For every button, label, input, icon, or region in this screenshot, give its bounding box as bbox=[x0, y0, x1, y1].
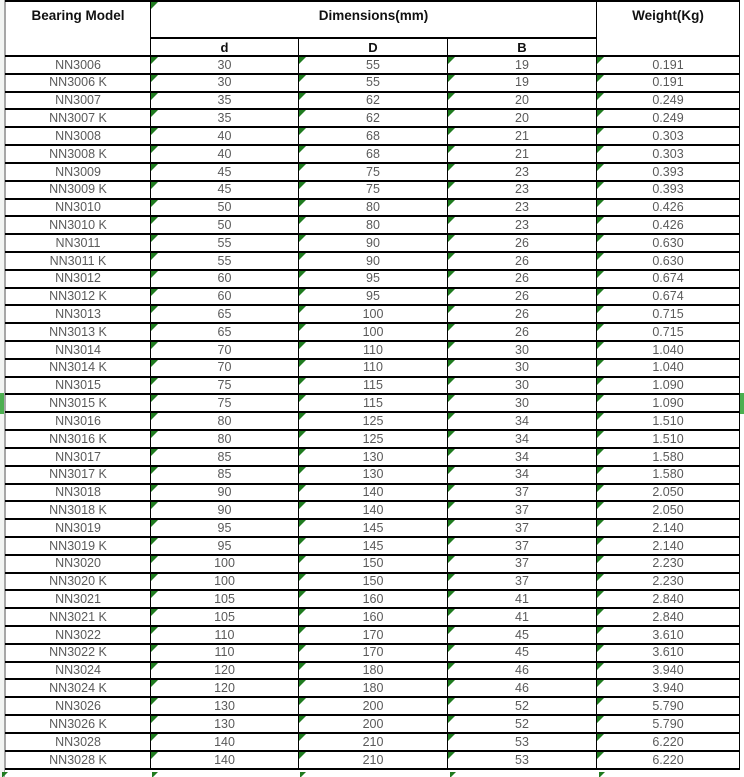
cell-d[interactable]: 75 bbox=[151, 394, 299, 412]
cell-d[interactable]: 30 bbox=[151, 74, 299, 92]
cell-d[interactable]: 105 bbox=[151, 608, 299, 626]
cell-weight[interactable]: 0.426 bbox=[597, 199, 740, 217]
cell-d[interactable]: 75 bbox=[151, 377, 299, 395]
table-row bbox=[6, 359, 740, 377]
table-row bbox=[6, 412, 740, 430]
clipped-error-indicator-icon bbox=[152, 772, 158, 777]
cell-D[interactable]: 90 bbox=[299, 252, 448, 270]
cell-d[interactable]: 120 bbox=[151, 679, 299, 697]
cell-d[interactable]: 30 bbox=[151, 56, 299, 74]
table-row bbox=[6, 145, 740, 163]
cell-B[interactable]: 26 bbox=[448, 234, 597, 252]
table-row bbox=[6, 679, 740, 697]
cell-d[interactable]: 35 bbox=[151, 92, 299, 110]
table-row bbox=[6, 127, 740, 145]
cell-weight[interactable]: 2.140 bbox=[597, 537, 740, 555]
cell-weight[interactable]: 0.630 bbox=[597, 252, 740, 270]
cell-D[interactable]: 125 bbox=[299, 412, 448, 430]
cell-weight[interactable]: 3.940 bbox=[597, 679, 740, 697]
cell-B[interactable]: 23 bbox=[448, 181, 597, 199]
bearing-spec-table bbox=[5, 0, 740, 770]
cell-model[interactable]: NN3017 K bbox=[6, 466, 151, 484]
table-row bbox=[6, 252, 740, 270]
cell-D[interactable]: 100 bbox=[299, 323, 448, 341]
cell-D[interactable]: 145 bbox=[299, 519, 448, 537]
cell-d[interactable]: 85 bbox=[151, 466, 299, 484]
cell-D[interactable]: 150 bbox=[299, 573, 448, 591]
cell-B[interactable]: 34 bbox=[448, 430, 597, 448]
cell-model[interactable]: NN3010 bbox=[6, 199, 151, 217]
cell-d[interactable]: 40 bbox=[151, 145, 299, 163]
cell-B[interactable]: 34 bbox=[448, 466, 597, 484]
cell-D[interactable]: 90 bbox=[299, 234, 448, 252]
table-row bbox=[6, 234, 740, 252]
cell-model[interactable]: NN3024 K bbox=[6, 679, 151, 697]
cell-D[interactable]: 160 bbox=[299, 608, 448, 626]
cell-B[interactable]: 37 bbox=[448, 555, 597, 573]
cell-model[interactable]: NN3016 bbox=[6, 412, 151, 430]
table-row bbox=[6, 555, 740, 573]
cell-weight[interactable]: 2.140 bbox=[597, 519, 740, 537]
cell-D[interactable]: 62 bbox=[299, 109, 448, 127]
cell-weight[interactable]: 0.249 bbox=[597, 92, 740, 110]
table-row bbox=[6, 109, 740, 127]
cell-B[interactable]: 26 bbox=[448, 323, 597, 341]
cell-model[interactable]: NN3026 bbox=[6, 697, 151, 715]
cell-weight[interactable]: 0.303 bbox=[597, 127, 740, 145]
cell-D[interactable]: 130 bbox=[299, 448, 448, 466]
table-row bbox=[6, 501, 740, 519]
table-row bbox=[6, 305, 740, 323]
table-row bbox=[6, 733, 740, 751]
cell-model[interactable]: NN3028 K bbox=[6, 751, 151, 769]
cell-B[interactable]: 26 bbox=[448, 252, 597, 270]
cell-B[interactable]: 52 bbox=[448, 697, 597, 715]
cell-weight[interactable]: 0.715 bbox=[597, 323, 740, 341]
cell-d[interactable]: 70 bbox=[151, 359, 299, 377]
cell-d[interactable]: 130 bbox=[151, 715, 299, 733]
cell-weight[interactable]: 6.220 bbox=[597, 751, 740, 769]
cell-D[interactable]: 115 bbox=[299, 394, 448, 412]
cell-B[interactable]: 30 bbox=[448, 359, 597, 377]
cell-D[interactable]: 210 bbox=[299, 751, 448, 769]
cell-model[interactable]: NN3006 bbox=[6, 56, 151, 74]
cell-D[interactable]: 170 bbox=[299, 644, 448, 662]
cell-d[interactable]: 90 bbox=[151, 484, 299, 502]
table-row bbox=[6, 74, 740, 92]
cell-d[interactable]: 130 bbox=[151, 697, 299, 715]
header-col-B[interactable]: B bbox=[448, 38, 597, 56]
cell-d[interactable]: 65 bbox=[151, 305, 299, 323]
table-row bbox=[6, 394, 740, 412]
cell-model[interactable]: NN3021 K bbox=[6, 608, 151, 626]
table-row bbox=[6, 484, 740, 502]
cell-B[interactable]: 41 bbox=[448, 590, 597, 608]
cell-B[interactable]: 30 bbox=[448, 377, 597, 395]
cell-weight[interactable]: 2.050 bbox=[597, 501, 740, 519]
cell-d[interactable]: 110 bbox=[151, 626, 299, 644]
table-row bbox=[6, 466, 740, 484]
cell-d[interactable]: 120 bbox=[151, 662, 299, 680]
cell-model[interactable]: NN3028 bbox=[6, 733, 151, 751]
cell-weight[interactable]: 0.715 bbox=[597, 305, 740, 323]
cell-D[interactable]: 125 bbox=[299, 430, 448, 448]
cell-D[interactable]: 200 bbox=[299, 697, 448, 715]
cell-D[interactable]: 115 bbox=[299, 377, 448, 395]
cell-weight[interactable]: 2.840 bbox=[597, 590, 740, 608]
table-row bbox=[6, 92, 740, 110]
cell-B[interactable]: 26 bbox=[448, 288, 597, 306]
table-row bbox=[6, 644, 740, 662]
cell-B[interactable]: 37 bbox=[448, 484, 597, 502]
cell-weight[interactable]: 3.610 bbox=[597, 626, 740, 644]
cell-d[interactable]: 105 bbox=[151, 590, 299, 608]
clipped-error-indicator-icon bbox=[450, 772, 456, 777]
cell-D[interactable]: 200 bbox=[299, 715, 448, 733]
header-row-main bbox=[6, 1, 740, 38]
cell-D[interactable]: 140 bbox=[299, 501, 448, 519]
table-row bbox=[6, 519, 740, 537]
cell-weight[interactable]: 1.580 bbox=[597, 466, 740, 484]
cell-model[interactable]: NN3018 bbox=[6, 484, 151, 502]
table-row bbox=[6, 448, 740, 466]
cell-d[interactable]: 95 bbox=[151, 519, 299, 537]
cell-d[interactable]: 50 bbox=[151, 199, 299, 217]
cell-D[interactable]: 180 bbox=[299, 679, 448, 697]
cell-weight[interactable]: 2.230 bbox=[597, 555, 740, 573]
table-row bbox=[6, 608, 740, 626]
cell-model[interactable]: NN3018 K bbox=[6, 501, 151, 519]
cell-d[interactable]: 40 bbox=[151, 127, 299, 145]
cell-model[interactable]: NN3022 K bbox=[6, 644, 151, 662]
cell-model[interactable]: NN3008 bbox=[6, 127, 151, 145]
table-row bbox=[6, 288, 740, 306]
cell-d[interactable]: 90 bbox=[151, 501, 299, 519]
cell-B[interactable]: 53 bbox=[448, 733, 597, 751]
cell-D[interactable]: 210 bbox=[299, 733, 448, 751]
header-bearing-model[interactable]: Bearing Model bbox=[6, 1, 151, 56]
cell-weight[interactable]: 0.674 bbox=[597, 270, 740, 288]
cell-model[interactable]: NN3014 bbox=[6, 341, 151, 359]
cell-d[interactable]: 65 bbox=[151, 323, 299, 341]
cell-D[interactable]: 140 bbox=[299, 484, 448, 502]
cell-weight[interactable]: 1.090 bbox=[597, 377, 740, 395]
cell-model[interactable]: NN3008 K bbox=[6, 145, 151, 163]
cell-weight[interactable]: 2.840 bbox=[597, 608, 740, 626]
cell-D[interactable]: 62 bbox=[299, 92, 448, 110]
cell-B[interactable]: 19 bbox=[448, 74, 597, 92]
cell-d[interactable]: 85 bbox=[151, 448, 299, 466]
cell-d[interactable]: 45 bbox=[151, 163, 299, 181]
cell-model[interactable]: NN3007 K bbox=[6, 109, 151, 127]
cell-weight[interactable]: 0.630 bbox=[597, 234, 740, 252]
table-row bbox=[6, 341, 740, 359]
table-row bbox=[6, 199, 740, 217]
cell-d[interactable]: 95 bbox=[151, 537, 299, 555]
cell-d[interactable]: 55 bbox=[151, 252, 299, 270]
table-row bbox=[6, 715, 740, 733]
cell-model[interactable]: NN3012 K bbox=[6, 288, 151, 306]
header-col-D[interactable]: D bbox=[299, 38, 448, 56]
table-row bbox=[6, 56, 740, 74]
cell-model[interactable]: NN3010 K bbox=[6, 216, 151, 234]
cell-model[interactable]: NN3011 K bbox=[6, 252, 151, 270]
cell-weight[interactable]: 3.940 bbox=[597, 662, 740, 680]
cell-B[interactable]: 20 bbox=[448, 92, 597, 110]
cell-model[interactable]: NN3020 bbox=[6, 555, 151, 573]
clipped-error-indicator-icon bbox=[2, 772, 8, 777]
cell-weight[interactable]: 0.191 bbox=[597, 56, 740, 74]
cell-d[interactable]: 140 bbox=[151, 733, 299, 751]
cell-model[interactable]: NN3014 K bbox=[6, 359, 151, 377]
cell-D[interactable]: 55 bbox=[299, 74, 448, 92]
cell-d[interactable]: 80 bbox=[151, 430, 299, 448]
cell-D[interactable]: 80 bbox=[299, 216, 448, 234]
cell-B[interactable]: 30 bbox=[448, 341, 597, 359]
table-row bbox=[6, 181, 740, 199]
table-row bbox=[6, 430, 740, 448]
cell-model[interactable]: NN3009 K bbox=[6, 181, 151, 199]
cell-B[interactable]: 53 bbox=[448, 751, 597, 769]
cell-model[interactable]: NN3013 bbox=[6, 305, 151, 323]
cell-B[interactable]: 37 bbox=[448, 573, 597, 591]
cell-B[interactable]: 20 bbox=[448, 109, 597, 127]
cell-D[interactable]: 55 bbox=[299, 56, 448, 74]
cell-d[interactable]: 140 bbox=[151, 751, 299, 769]
cell-B[interactable]: 45 bbox=[448, 644, 597, 662]
cell-weight[interactable]: 0.249 bbox=[597, 109, 740, 127]
cell-weight[interactable]: 1.580 bbox=[597, 448, 740, 466]
cell-model[interactable]: NN3019 K bbox=[6, 537, 151, 555]
header-weight[interactable]: Weight(Kg) bbox=[597, 1, 740, 56]
cell-D[interactable]: 100 bbox=[299, 305, 448, 323]
table-header bbox=[6, 1, 740, 56]
cell-d[interactable]: 110 bbox=[151, 644, 299, 662]
cell-model[interactable]: NN3006 K bbox=[6, 74, 151, 92]
cell-B[interactable]: 52 bbox=[448, 715, 597, 733]
cell-d[interactable]: 100 bbox=[151, 573, 299, 591]
cell-D[interactable]: 145 bbox=[299, 537, 448, 555]
cell-B[interactable]: 46 bbox=[448, 662, 597, 680]
cell-model[interactable]: NN3015 bbox=[6, 377, 151, 395]
cell-weight[interactable]: 6.220 bbox=[597, 733, 740, 751]
clipped-error-indicator-icon bbox=[300, 772, 306, 777]
cell-model[interactable]: NN3013 K bbox=[6, 323, 151, 341]
cell-D[interactable]: 68 bbox=[299, 127, 448, 145]
cell-model[interactable]: NN3024 bbox=[6, 662, 151, 680]
cell-weight[interactable]: 1.040 bbox=[597, 359, 740, 377]
cell-D[interactable]: 75 bbox=[299, 181, 448, 199]
cell-weight[interactable]: 0.674 bbox=[597, 288, 740, 306]
cell-D[interactable]: 180 bbox=[299, 662, 448, 680]
cell-d[interactable]: 80 bbox=[151, 412, 299, 430]
cell-d[interactable]: 55 bbox=[151, 234, 299, 252]
cell-B[interactable]: 23 bbox=[448, 199, 597, 217]
cell-B[interactable]: 30 bbox=[448, 394, 597, 412]
cell-model[interactable]: NN3009 bbox=[6, 163, 151, 181]
cell-D[interactable]: 68 bbox=[299, 145, 448, 163]
table-row bbox=[6, 626, 740, 644]
clipped-error-indicator-icon bbox=[599, 772, 605, 777]
selection-bar-left bbox=[0, 393, 4, 414]
cell-B[interactable]: 34 bbox=[448, 448, 597, 466]
table-row bbox=[6, 697, 740, 715]
cell-weight[interactable]: 0.303 bbox=[597, 145, 740, 163]
table-row bbox=[6, 323, 740, 341]
cell-B[interactable]: 37 bbox=[448, 537, 597, 555]
cell-d[interactable]: 60 bbox=[151, 288, 299, 306]
cell-model[interactable]: NN3015 K bbox=[6, 394, 151, 412]
table-row bbox=[6, 270, 740, 288]
cell-B[interactable]: 26 bbox=[448, 305, 597, 323]
cell-B[interactable]: 46 bbox=[448, 679, 597, 697]
table-body bbox=[6, 56, 740, 769]
cell-B[interactable]: 26 bbox=[448, 270, 597, 288]
cell-weight[interactable]: 0.191 bbox=[597, 74, 740, 92]
cell-weight[interactable]: 2.230 bbox=[597, 573, 740, 591]
cell-D[interactable]: 170 bbox=[299, 626, 448, 644]
cell-weight[interactable]: 5.790 bbox=[597, 715, 740, 733]
cell-model[interactable]: NN3017 bbox=[6, 448, 151, 466]
table-row bbox=[6, 216, 740, 234]
table-row bbox=[6, 662, 740, 680]
cell-weight[interactable]: 0.393 bbox=[597, 181, 740, 199]
cell-B[interactable]: 23 bbox=[448, 216, 597, 234]
cell-d[interactable]: 70 bbox=[151, 341, 299, 359]
cell-D[interactable]: 95 bbox=[299, 270, 448, 288]
cell-B[interactable]: 45 bbox=[448, 626, 597, 644]
cell-model[interactable]: NN3012 bbox=[6, 270, 151, 288]
cell-weight[interactable]: 0.393 bbox=[597, 163, 740, 181]
table-row bbox=[6, 537, 740, 555]
cell-B[interactable]: 21 bbox=[448, 145, 597, 163]
cell-model[interactable]: NN3016 K bbox=[6, 430, 151, 448]
cell-B[interactable]: 23 bbox=[448, 163, 597, 181]
cell-D[interactable]: 130 bbox=[299, 466, 448, 484]
cell-weight[interactable]: 1.510 bbox=[597, 412, 740, 430]
table-row bbox=[6, 377, 740, 395]
cell-D[interactable]: 110 bbox=[299, 341, 448, 359]
cell-D[interactable]: 95 bbox=[299, 288, 448, 306]
table-row bbox=[6, 573, 740, 591]
cell-B[interactable]: 19 bbox=[448, 56, 597, 74]
header-col-d[interactable]: d bbox=[151, 38, 299, 56]
cell-d[interactable]: 35 bbox=[151, 109, 299, 127]
cell-D[interactable]: 160 bbox=[299, 590, 448, 608]
cell-D[interactable]: 150 bbox=[299, 555, 448, 573]
cell-model[interactable]: NN3026 K bbox=[6, 715, 151, 733]
cell-model[interactable]: NN3022 bbox=[6, 626, 151, 644]
cell-model[interactable]: NN3020 K bbox=[6, 573, 151, 591]
cell-weight[interactable]: 0.426 bbox=[597, 216, 740, 234]
cell-d[interactable]: 60 bbox=[151, 270, 299, 288]
table-row bbox=[6, 590, 740, 608]
cell-model[interactable]: NN3021 bbox=[6, 590, 151, 608]
cell-model[interactable]: NN3011 bbox=[6, 234, 151, 252]
cell-weight[interactable]: 2.050 bbox=[597, 484, 740, 502]
cell-weight[interactable]: 5.790 bbox=[597, 697, 740, 715]
cell-B[interactable]: 37 bbox=[448, 501, 597, 519]
cell-d[interactable]: 50 bbox=[151, 216, 299, 234]
table-row bbox=[6, 751, 740, 769]
cell-weight[interactable]: 1.040 bbox=[597, 341, 740, 359]
cell-d[interactable]: 45 bbox=[151, 181, 299, 199]
cell-B[interactable]: 37 bbox=[448, 519, 597, 537]
cell-weight[interactable]: 1.510 bbox=[597, 430, 740, 448]
cell-B[interactable]: 34 bbox=[448, 412, 597, 430]
header-dimensions[interactable]: Dimensions(mm) bbox=[151, 1, 597, 38]
cell-weight[interactable]: 3.610 bbox=[597, 644, 740, 662]
cell-D[interactable]: 110 bbox=[299, 359, 448, 377]
cell-d[interactable]: 100 bbox=[151, 555, 299, 573]
cell-B[interactable]: 21 bbox=[448, 127, 597, 145]
cell-weight[interactable]: 1.090 bbox=[597, 394, 740, 412]
table-row bbox=[6, 163, 740, 181]
cell-D[interactable]: 80 bbox=[299, 199, 448, 217]
cell-model[interactable]: NN3019 bbox=[6, 519, 151, 537]
cell-D[interactable]: 75 bbox=[299, 163, 448, 181]
cell-B[interactable]: 41 bbox=[448, 608, 597, 626]
cell-model[interactable]: NN3007 bbox=[6, 92, 151, 110]
